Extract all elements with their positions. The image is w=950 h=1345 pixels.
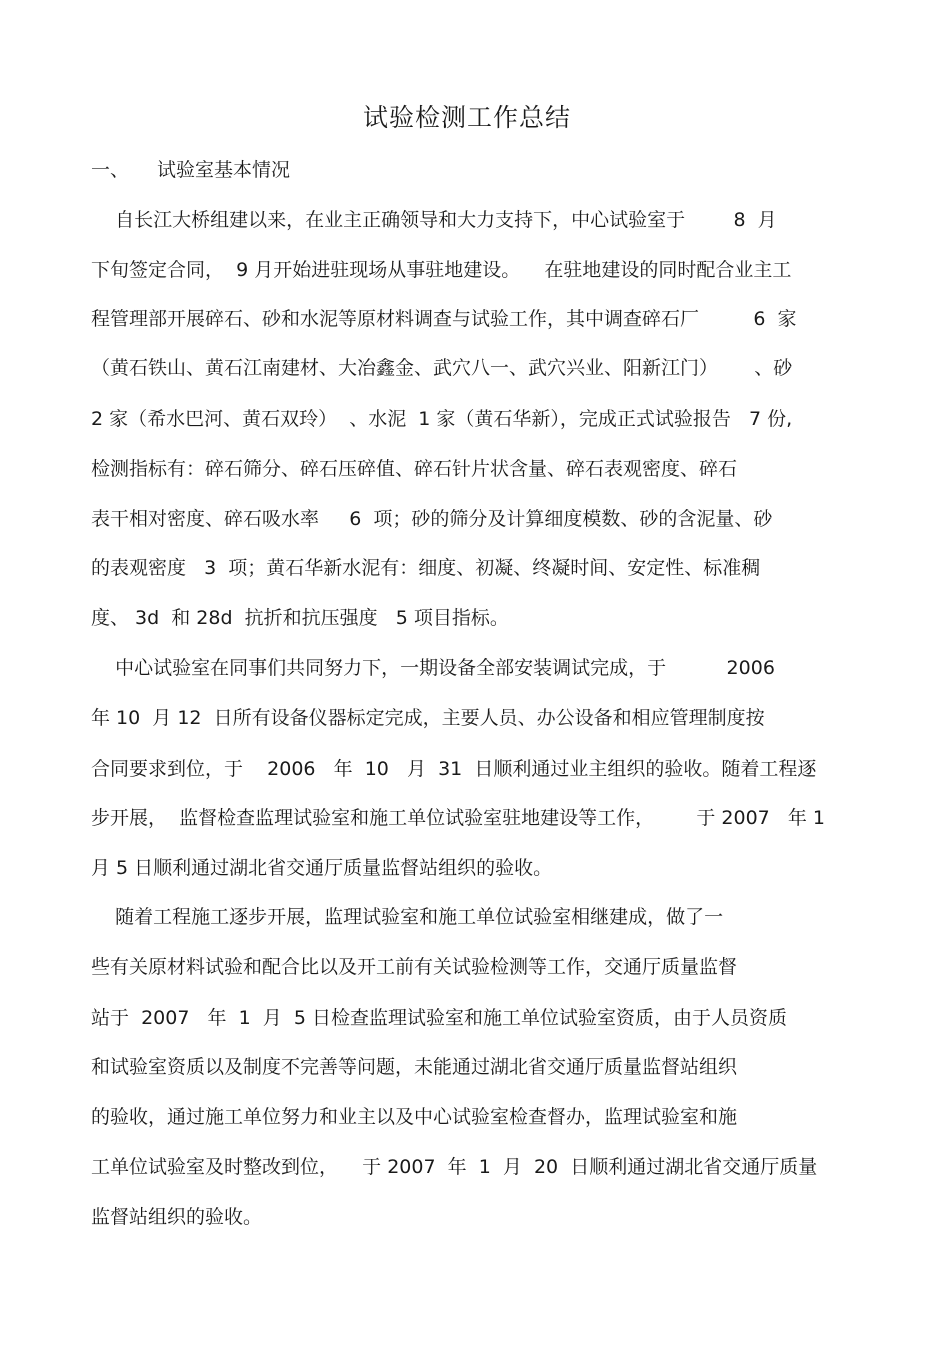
paragraph-line: 程管理部开展碎石、砂和水泥等原材料调查与试验工作，其中调查碎石厂 6 家 xyxy=(91,308,797,330)
paragraph-line: 月 5 日顺利通过湖北省交通厅质量监督站组织的验收。 xyxy=(91,857,553,879)
paragraph-line: 站于 2007 年 1 月 5 日检查监理试验室和施工单位试验室资质，由于人员资质 xyxy=(91,1007,788,1029)
section-heading xyxy=(91,156,290,184)
paragraph-line: 合同要求到位，于 2006 年 10 月 31 日顺利通过业主组织的验收。随着工程逐 xyxy=(91,758,817,780)
paragraph-line: 度、 3d 和 28d 抗折和抗压强度 5 项目指标。 xyxy=(91,607,509,629)
section-number: 一、 xyxy=(91,159,130,181)
paragraph-line: 和试验室资质以及制度不完善等问题，未能通过湖北省交通厅质量监督站组织 xyxy=(91,1056,738,1078)
paragraph-line: 工单位试验室及时整改到位， 于 2007 年 1 月 20 日顺利通过湖北省交通厅质量 xyxy=(91,1156,818,1178)
paragraph-line: 的表观密度 3 项；黄石华新水泥有：细度、初凝、终凝时间、安定性、标准稠 xyxy=(91,557,761,579)
document-title: 试验检测工作总结 xyxy=(362,103,571,132)
paragraph-line: 自长江大桥组建以来，在业主正确领导和大力支持下，中心试验室于 8 月 xyxy=(91,209,777,231)
paragraph-line: 些有关原材料试验和配合比以及开工前有关试验检测等工作，交通厅质量监督 xyxy=(91,956,738,978)
paragraph-line: 的验收，通过施工单位努力和业主以及中心试验室检查督办，监理试验室和施 xyxy=(91,1106,738,1128)
paragraph-line: 中心试验室在同事们共同努力下，一期设备全部安装调试完成，于 2006 xyxy=(91,657,775,679)
paragraph-line: 下旬签定合同， 9 月开始进驻现场从事驻地建设。 在驻地建设的同时配合业主工 xyxy=(91,259,792,281)
paragraph-line: 步开展， 监督检查监理试验室和施工单位试验室驻地建设等工作， 于 2007 年 1 xyxy=(91,807,825,829)
paragraph-line: 年 10 月 12 日所有设备仪器标定完成，主要人员、办公设备和相应管理制度按 xyxy=(91,707,765,729)
paragraph-line: 监督站组织的验收。 xyxy=(91,1206,263,1228)
paragraph-line: 2 家（希水巴河、黄石双玲） 、水泥 1 家（黄石华新），完成正式试验报告 7 份, xyxy=(91,408,793,430)
paragraph-line: 表干相对密度、碎石吸水率 6 项；砂的筛分及计算细度模数、砂的含泥量、砂 xyxy=(91,508,773,530)
paragraph-line: 检测指标有：碎石筛分、碎石压碎值、碎石针片状含量、碎石表观密度、碎石 xyxy=(91,458,738,480)
paragraph-line: （黄石铁山、黄石江南建材、大冶鑫金、武穴八一、武穴兴业、阳新江门） 、砂 xyxy=(91,357,793,379)
paragraph-line: 随着工程施工逐步开展，监理试验室和施工单位试验室相继建成，做了一 xyxy=(91,906,724,928)
section-heading-text: 试验室基本情况 xyxy=(157,159,291,181)
